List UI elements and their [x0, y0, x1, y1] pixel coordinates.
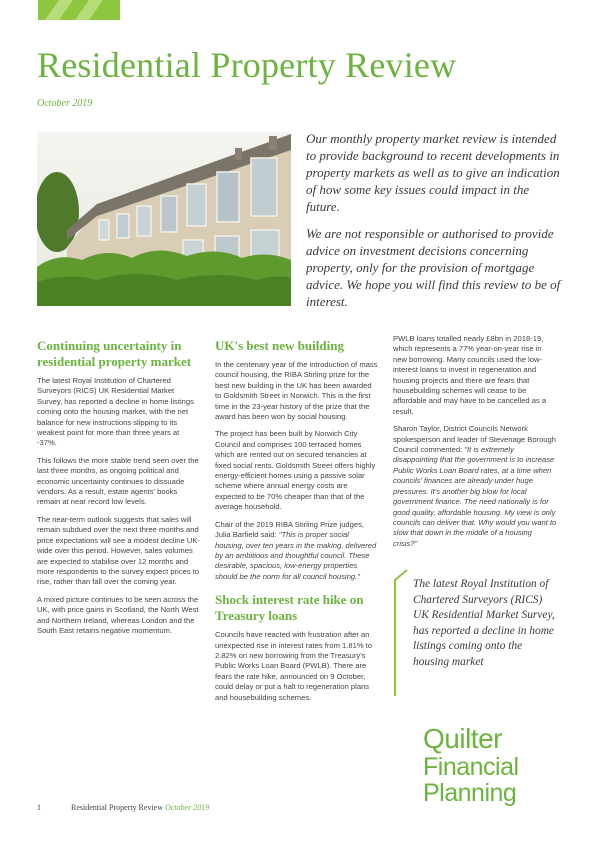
- page-number: 1: [37, 803, 41, 812]
- band-notch: [75, 0, 103, 20]
- article-paragraph: The latest Royal Institution of Chartered Surveyors (RICS) UK Residential Market Survey, has reported a decline in home listings coming onto the housing market, with the net balance for new instructions slipping to its weakest point for more than three years at -37%.: [37, 376, 194, 448]
- article-column-3: [393, 334, 557, 556]
- article-paragraph: PWLB loans totalled nearly £8bn in 2018-19, which represents a 77% year-on-year rise in new borrowing. Many councils used the low-interest loans to invest in regeneration and housing projects and there are fears that housebuilding schemes will cease to be affordable and may have to be cancelled as a result.: [393, 334, 547, 416]
- footer-title: Residential Property Review: [71, 803, 163, 812]
- quote-lead: Sharon Taylor, District Councils Network spokesperson and leader of Stevenage Borough Council commented:: [393, 424, 556, 455]
- article-heading: Continuing uncertainty in residential property market: [37, 338, 192, 369]
- issue-date: October 2019: [37, 98, 93, 109]
- quote-text: "This is proper social housing, over ten years in the making, delivered by an ambitious and thoughtful council. These desirable, spacious, low-energy properties should be the norm for all council housing.": [215, 530, 377, 581]
- article-paragraph: [393, 424, 557, 549]
- quote-text: "It is extremely disappointing that the government is to increase Public Works Loan Board rates, at a time when councils' finances are already under huge pressures. It's another big blow for local government finance. The need nationally is for good quality, affordable housing. My view is only councils can deliver that. Why would you want to slow that down in the middle of a housing crisis?": [393, 445, 557, 548]
- footer-date: October 2019: [164, 803, 210, 812]
- article-paragraph: This follows the more stable trend seen over the last three months, as ongoing political and economic uncertainty continues to dissuade vendors. As a result, estate agents' books remain at near record low levels.: [37, 455, 199, 507]
- intro-paragraph: Our monthly property market review is intended to provide background to recent developments in property markets as well as to give an indication of how some key issues could impact in the future.: [306, 131, 560, 214]
- logo-brand: Quilter: [423, 723, 502, 754]
- logo-line-2: Financial: [423, 753, 519, 781]
- terraced-houses-photo: [37, 132, 291, 306]
- article-paragraph: The near-term outlook suggests that sales will remain subdued over the next three months and price expectations will see a modest decline UK-wide over this period. However, sales volumes are expected to stabilise over 12 months and more respondents to the survey expect prices to rise, rather than fall over the coming year.: [37, 514, 200, 587]
- article-paragraph: [215, 520, 379, 582]
- article-paragraph: Councils have reacted with frustration after an unexpected rise in interest rates from 1.81% to 2.82% on new borrowing from the Treasury's Public Works Loan Board (PWLB). There are fears the rate hike, announced on 9 October, could delay or put a halt to regeneration plans and housebuilding schemes.: [215, 630, 373, 702]
- quote-lead: Chair of the 2019 RIBA Stirling Prize judges, Julia Barfield said:: [215, 519, 365, 540]
- article-heading: Shock interest rate hike on Treasury loans: [215, 592, 364, 624]
- houses-illustration: [37, 132, 291, 306]
- page-footer: [37, 803, 209, 812]
- page-title: Residential Property Review: [37, 45, 457, 85]
- logo-line-3: Planning: [423, 779, 517, 807]
- article-heading: UK's best new building: [215, 338, 344, 353]
- article-column-2: [215, 338, 379, 710]
- intro-paragraph: We are not responsible or authorised to provide advice on investment decisions concerning property, only for the provision of mortgage advice. We hope you will find this review to be of interest.: [306, 226, 561, 309]
- article-paragraph: A mixed picture continues to be seen across the UK, with price gains in Scotland, the North West and Northern Ireland, whereas London and the South East retains negative momentum.: [37, 594, 199, 635]
- article-paragraph: The project has been built by Norwich City Council and comprises 100 terraced homes which are rented out on secured tenancies at fixed social rents. Goldsmith Street offers highly energy-efficient homes using a passive solar scheme where annual energy costs are expected to be 70% cheaper than that of the average household.: [215, 429, 376, 512]
- header-green-band: [38, 0, 120, 20]
- intro-text: [306, 130, 564, 320]
- article-column-1: [37, 338, 201, 643]
- pull-quote: [393, 568, 555, 696]
- article-paragraph: In the centenary year of the introduction of mass council housing, the RIBA Stirling prize for the best new building in the UK has been awarded to Goldsmith Street in Norwich. This is the first time in the 23-year history of the prize that the award has been won by social housing.: [215, 360, 378, 422]
- quilter-logo: [423, 724, 563, 806]
- band-notch: [45, 0, 73, 20]
- pull-quote-text: The latest Royal Institution of Chartered Surveyors (RICS) UK Residential Market Survey, has reported a decline in home listings coming onto the housing market: [413, 578, 555, 668]
